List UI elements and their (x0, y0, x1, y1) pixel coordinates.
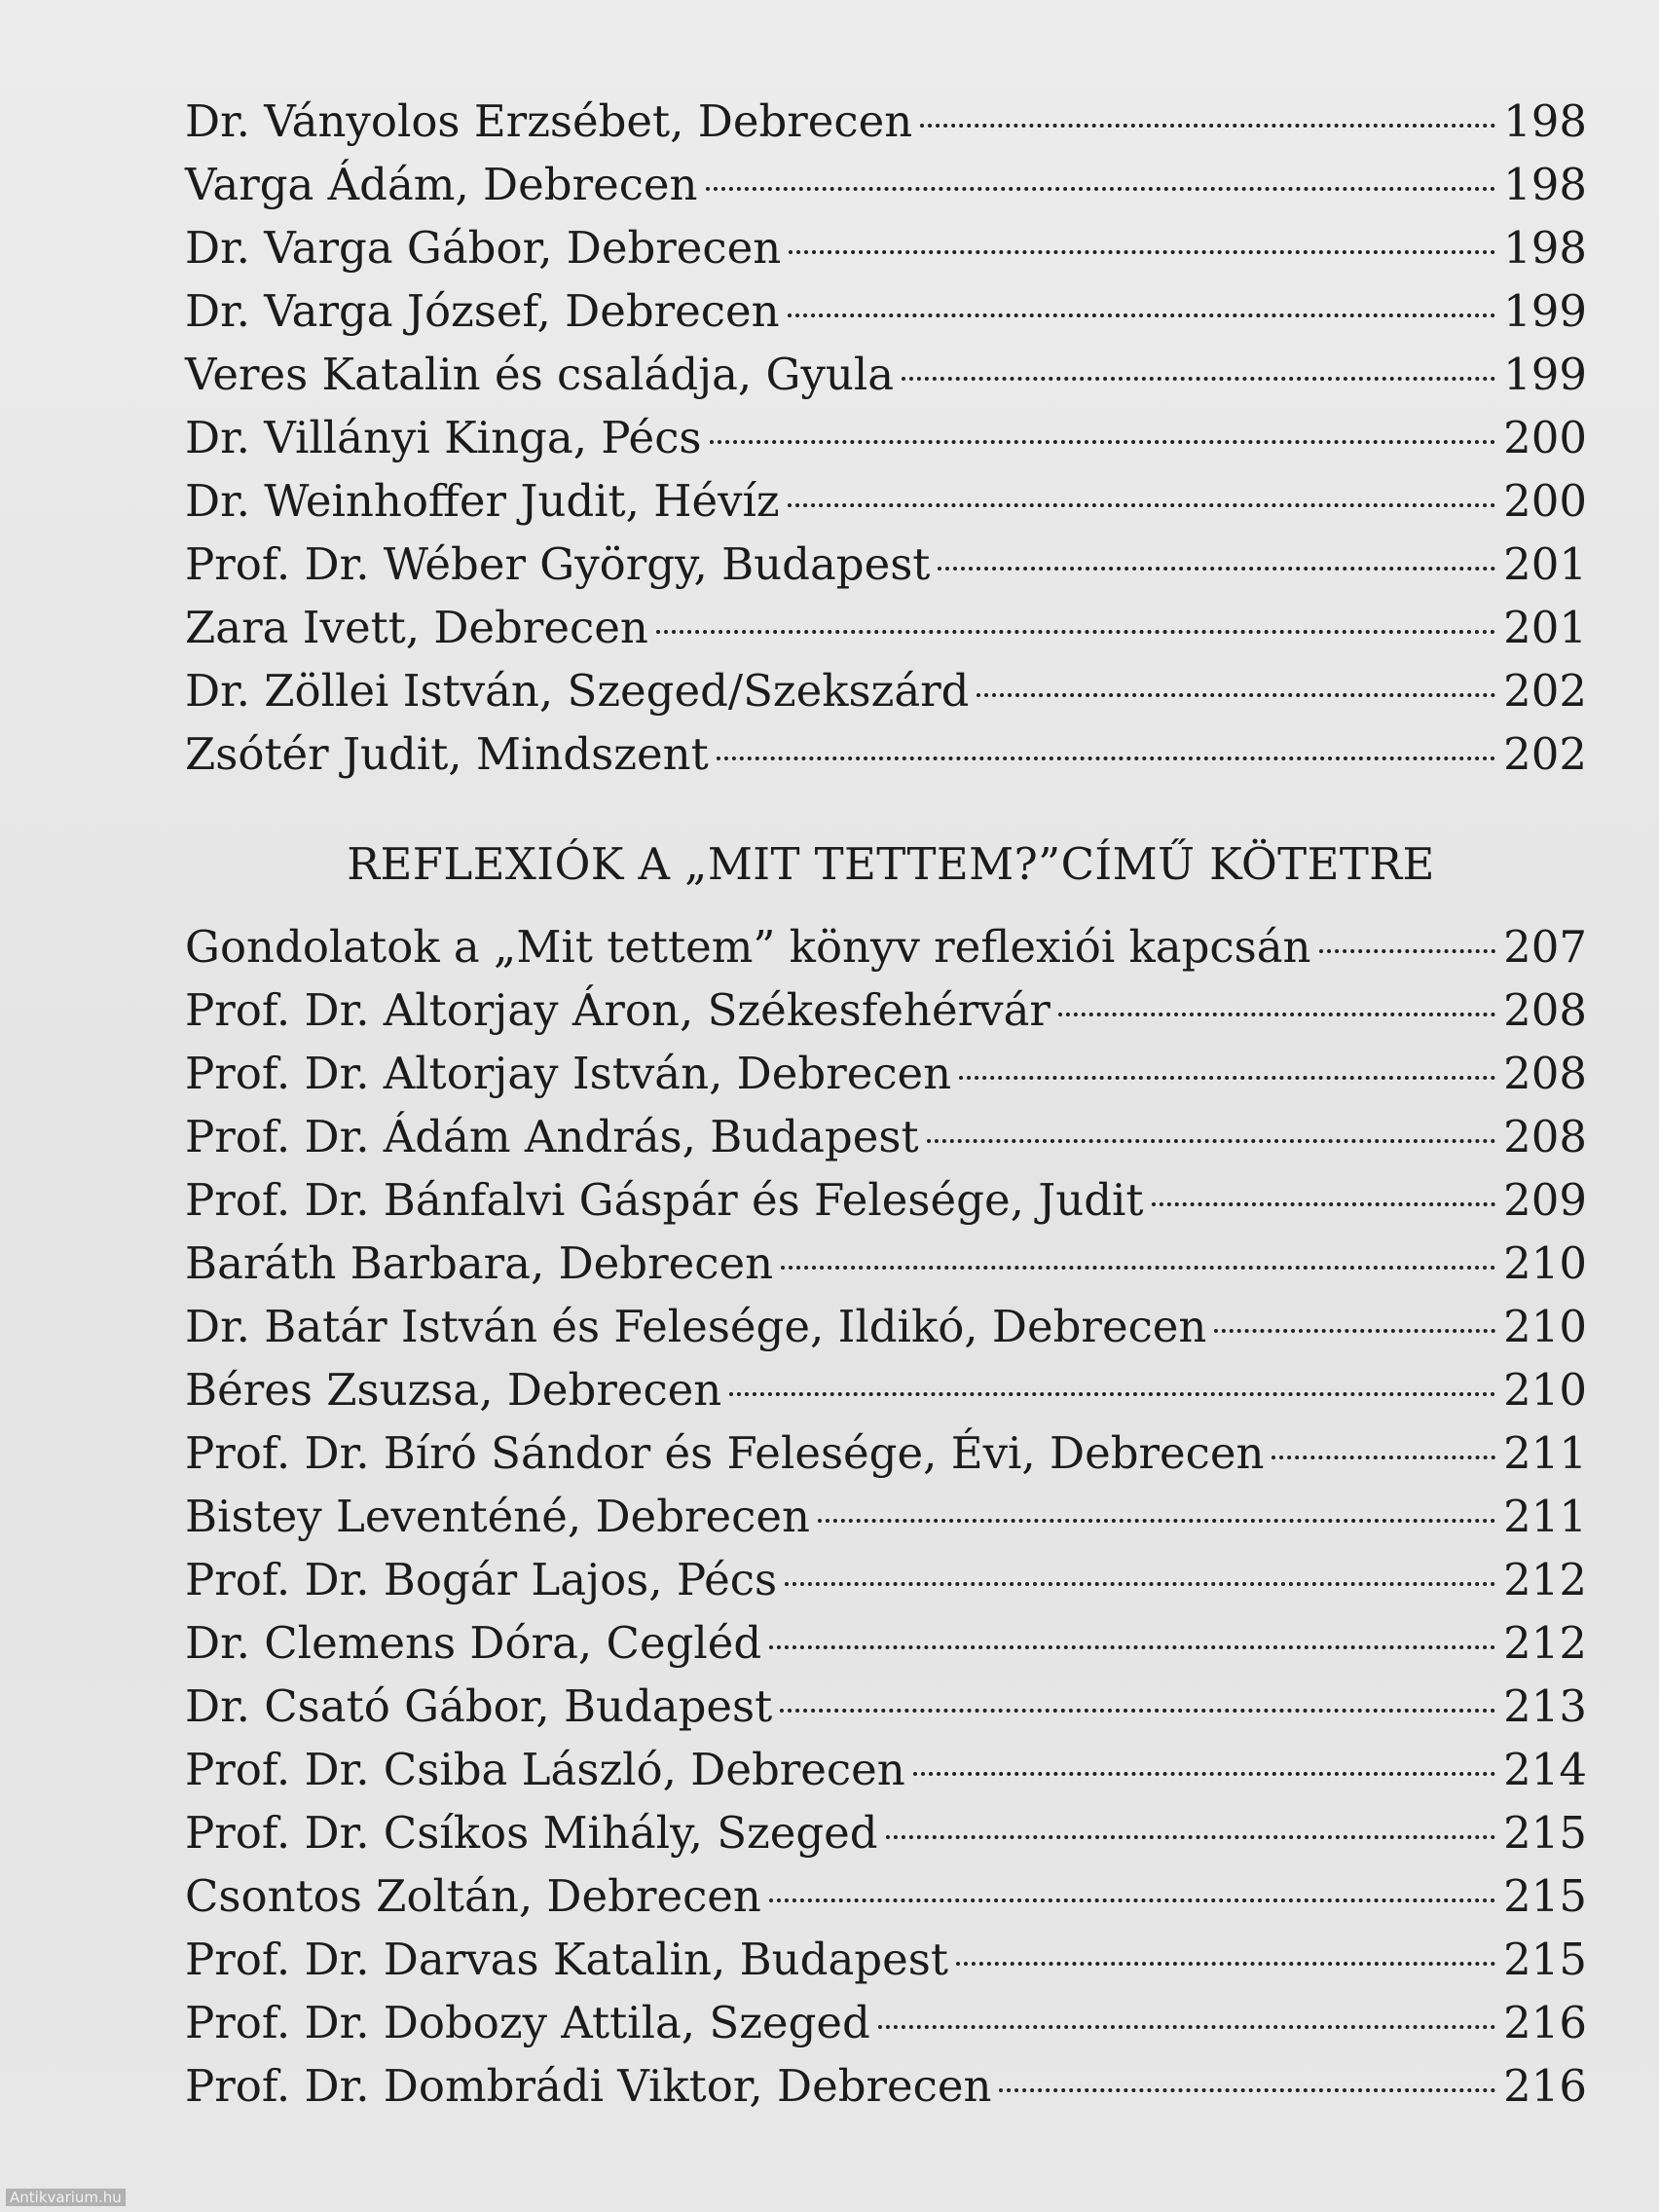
entry-name: Prof. Dr. Altorjay Áron, Székesfehérvár (185, 984, 1051, 1036)
entry-page-number: 210 (1503, 1301, 1587, 1352)
entry-name: Gondolatok a „Mit tettem” könyv reflexiói kapcsán (185, 921, 1311, 973)
dot-leader (788, 313, 1495, 317)
toc-entry (185, 1421, 1587, 1485)
entry-page-number: 215 (1503, 1807, 1587, 1859)
entry-name: Prof. Dr. Wéber György, Budapest (185, 538, 931, 590)
dot-leader (902, 377, 1495, 381)
dot-leader (769, 1645, 1495, 1649)
table-of-contents (185, 90, 1597, 2118)
entry-page-number: 199 (1503, 349, 1587, 400)
entry-page-number: 211 (1503, 1427, 1587, 1479)
entry-page-number: 199 (1503, 285, 1587, 337)
dot-leader (706, 187, 1496, 191)
entry-page-number: 212 (1503, 1617, 1587, 1669)
entry-name: Dr. Csató Gábor, Budapest (185, 1680, 773, 1732)
dot-leader (785, 1582, 1495, 1586)
toc-entry (185, 1485, 1587, 1548)
toc-entry (185, 915, 1587, 978)
toc-entry (185, 978, 1587, 1042)
toc-entry (185, 406, 1587, 469)
entry-page-number: 200 (1503, 475, 1587, 527)
dot-leader (818, 1519, 1495, 1523)
dot-leader (1319, 949, 1496, 953)
toc-entry (185, 2054, 1587, 2118)
dot-leader (781, 1266, 1495, 1270)
toc-entry (185, 1864, 1587, 1928)
toc-entry (185, 343, 1587, 406)
entry-page-number: 209 (1503, 1174, 1587, 1226)
dot-leader (956, 1962, 1495, 1966)
dot-leader (1058, 1013, 1495, 1016)
entry-name: Dr. Varga József, Debrecen (185, 285, 780, 337)
entry-page-number: 215 (1503, 1934, 1587, 1985)
dot-leader (717, 756, 1495, 760)
dot-leader (769, 1899, 1495, 1902)
dot-leader (1214, 1329, 1495, 1333)
entry-name: Prof. Dr. Bánfalvi Gáspár és Felesége, Judit (185, 1174, 1144, 1226)
entry-name: Prof. Dr. Csiba László, Debrecen (185, 1744, 905, 1795)
entry-name: Zara Ivett, Debrecen (185, 602, 648, 653)
entry-page-number: 214 (1503, 1744, 1587, 1795)
entry-page-number: 212 (1503, 1554, 1587, 1605)
dot-leader (999, 2088, 1495, 2092)
entry-name: Prof. Dr. Csíkos Mihály, Szeged (185, 1807, 878, 1859)
dot-leader (789, 250, 1495, 254)
entry-name: Dr. Weinhoffer Judit, Hévíz (185, 475, 780, 527)
dot-leader (788, 503, 1495, 507)
entry-page-number: 210 (1503, 1364, 1587, 1416)
toc-entry (185, 1358, 1587, 1421)
entry-page-number: 210 (1503, 1237, 1587, 1289)
dot-leader (780, 1709, 1495, 1713)
dot-leader (729, 1392, 1495, 1396)
toc-entry (185, 1042, 1587, 1105)
entry-page-number: 208 (1503, 1111, 1587, 1162)
toc-entry (185, 1991, 1587, 2054)
entry-page-number: 216 (1503, 2060, 1587, 2112)
toc-entry (185, 533, 1587, 596)
entry-page-number: 213 (1503, 1680, 1587, 1732)
toc-entry (185, 1105, 1587, 1168)
entry-page-number: 202 (1503, 665, 1587, 717)
entry-page-number: 208 (1503, 1048, 1587, 1099)
entry-name: Dr. Ványolos Erzsébet, Debrecen (185, 95, 913, 147)
entry-name: Béres Zsuzsa, Debrecen (185, 1364, 722, 1416)
entry-page-number: 215 (1503, 1870, 1587, 1922)
dot-leader (710, 440, 1496, 444)
dot-leader (1152, 1202, 1496, 1206)
dot-leader (977, 693, 1495, 697)
toc-entry (185, 1675, 1587, 1738)
entry-name: Bistey Leventéné, Debrecen (185, 1491, 810, 1542)
entry-name: Baráth Barbara, Debrecen (185, 1237, 774, 1289)
entry-name: Dr. Zöllei István, Szeged/Szekszárd (185, 665, 970, 717)
entry-name: Dr. Batár István és Felesége, Ildikó, Debrecen (185, 1301, 1207, 1352)
entry-name: Csontos Zoltán, Debrecen (185, 1870, 761, 1922)
toc-entry (185, 1801, 1587, 1864)
entry-name: Prof. Dr. Altorjay István, Debrecen (185, 1048, 952, 1099)
watermark: Antikvarium.hu (6, 2189, 126, 2206)
entry-page-number: 198 (1503, 159, 1587, 210)
entry-name: Varga Ádám, Debrecen (185, 159, 698, 210)
toc-entry (185, 1928, 1587, 1991)
entry-name: Veres Katalin és családja, Gyula (185, 349, 895, 400)
toc-entry (185, 1232, 1587, 1295)
entry-page-number: 202 (1503, 728, 1587, 780)
toc-entry (185, 153, 1587, 216)
entry-name: Prof. Dr. Dombrádi Viktor, Debrecen (185, 2060, 992, 2112)
dot-leader (920, 124, 1495, 128)
entry-page-number: 208 (1503, 984, 1587, 1036)
toc-entry (185, 1548, 1587, 1611)
toc-entry (185, 216, 1587, 279)
dot-leader (1272, 1456, 1495, 1459)
dot-leader (656, 630, 1495, 634)
entry-name: Prof. Dr. Bíró Sándor és Felesége, Évi, Debrecen (185, 1427, 1265, 1479)
dot-leader (959, 1076, 1495, 1080)
entry-name: Dr. Clemens Dóra, Cegléd (185, 1617, 762, 1669)
dot-leader (878, 2025, 1495, 2029)
toc-entry (185, 1168, 1587, 1232)
entry-page-number: 198 (1503, 95, 1587, 147)
toc-entry (185, 596, 1587, 659)
entry-name: Prof. Dr. Ádám András, Budapest (185, 1111, 919, 1162)
entry-page-number: 201 (1503, 602, 1587, 653)
toc-entry (185, 1611, 1587, 1675)
entry-page-number: 207 (1503, 921, 1587, 973)
dot-leader (913, 1772, 1495, 1776)
entry-page-number: 216 (1503, 1997, 1587, 2048)
toc-section-1 (185, 90, 1587, 786)
toc-entry (185, 659, 1587, 722)
entry-page-number: 198 (1503, 222, 1587, 274)
entry-name: Prof. Dr. Dobozy Attila, Szeged (185, 1997, 870, 2048)
toc-section-2 (185, 915, 1587, 2118)
dot-leader (886, 1835, 1495, 1839)
entry-name: Prof. Dr. Darvas Katalin, Budapest (185, 1934, 948, 1985)
entry-name: Dr. Villányi Kinga, Pécs (185, 412, 702, 463)
dot-leader (938, 567, 1495, 571)
toc-entry (185, 722, 1587, 786)
entry-page-number: 200 (1503, 412, 1587, 463)
section-heading: REFLEXIÓK A „MIT TETTEM?”CÍMŰ KÖTETRE (347, 838, 1435, 890)
dot-leader (927, 1139, 1496, 1143)
toc-entry (185, 1738, 1587, 1801)
toc-entry (185, 469, 1587, 533)
entry-name: Prof. Dr. Bogár Lajos, Pécs (185, 1554, 778, 1605)
entry-page-number: 211 (1503, 1491, 1587, 1542)
entry-name: Dr. Varga Gábor, Debrecen (185, 222, 782, 274)
toc-entry (185, 1295, 1587, 1358)
entry-page-number: 201 (1503, 538, 1587, 590)
entry-name: Zsótér Judit, Mindszent (185, 728, 709, 780)
toc-entry (185, 90, 1587, 153)
toc-entry (185, 279, 1587, 343)
